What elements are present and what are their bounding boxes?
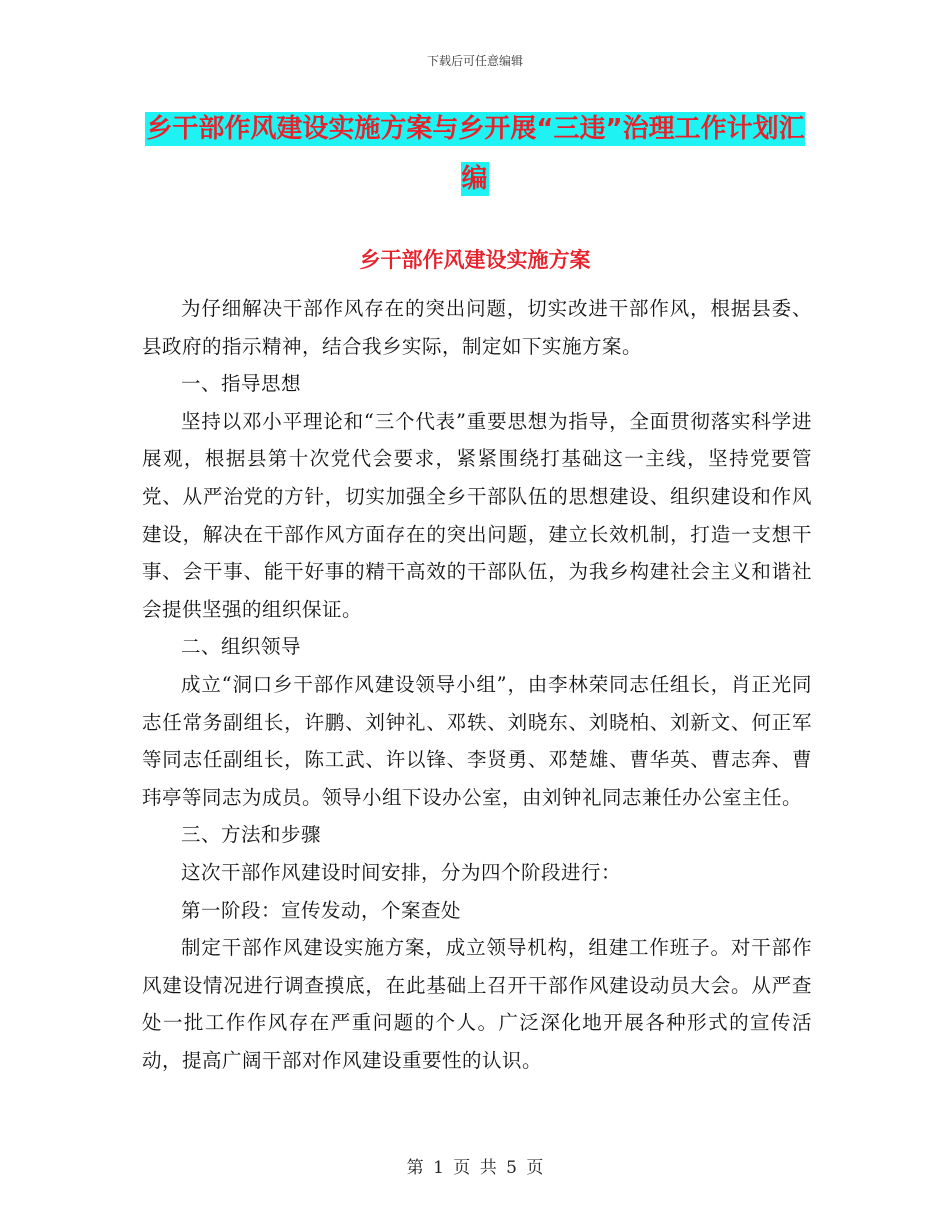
heading-methods-steps: 三、方法和步骤 <box>181 823 322 847</box>
heading-guiding-ideology: 一、指导思想 <box>181 372 302 396</box>
document-title <box>140 104 810 204</box>
paragraph-schedule: 这次干部作风建设时间安排，分为四个阶段进行： <box>181 860 622 884</box>
document-title-text: 乡干部作风建设实施方案与乡开展“三违”治理工作计划汇编 <box>146 114 805 194</box>
heading-organization-leadership: 二、组织领导 <box>181 635 302 659</box>
page-footer: 第 1 页 共 5 页 <box>406 1158 544 1178</box>
section-title: 乡干部作风建设实施方案 <box>359 248 591 272</box>
paragraph-intro: 为仔细解决干部作风存在的突出问题，切实改进干部作风，根据县委、县政府的指示精神，结合我乡实际，制定如下实施方案。 <box>142 297 812 358</box>
paragraph-guiding-ideology: 坚持以邓小平理论和“三个代表”重要思想为指导，全面贯彻落实科学进展观，根据县第十次党代会要求，紧紧围绕打基础这一主线，坚持党要管党、从严治党的方针，切实加强全乡干部队伍的思想建设、组织建设和作风建设，解决在干部作风方面存在的突出问题，建立长效机制，打造一支想干事、会干事、能干好事的精干高效的干部队伍，为我乡构建社会主义和谐社会提供坚强的组织保证。 <box>142 409 812 621</box>
heading-stage-one: 第一阶段：宣传发动，个案查处 <box>181 898 462 922</box>
document-body <box>142 290 812 1079</box>
paragraph-organization-leadership: 成立“洞口乡干部作风建设领导小组”，由李林荣同志任组长，肖正光同志任常务副组长，许鹏、刘钟礼、邓轶、刘晓东、刘晓柏、刘新文、何正军等同志任副组长，陈工武、许以锋、李贤勇、邓楚雄、曹华英、曹志奔、曹玮亭等同志为成员。领导小组下设办公室，由刘钟礼同志兼任办公室主任。 <box>142 672 812 809</box>
header-note: 下载后可任意编辑 <box>426 54 523 68</box>
paragraph-stage-one: 制定干部作风建设实施方案，成立领导机构，组建工作班子。对干部作风建设情况进行调查摸底，在此基础上召开干部作风建设动员大会。从严查处一批工作作风存在严重问题的个人。广泛深化地开展各种形式的宣传活动，提高广阔干部对作风建设重要性的认识。 <box>142 936 812 1072</box>
